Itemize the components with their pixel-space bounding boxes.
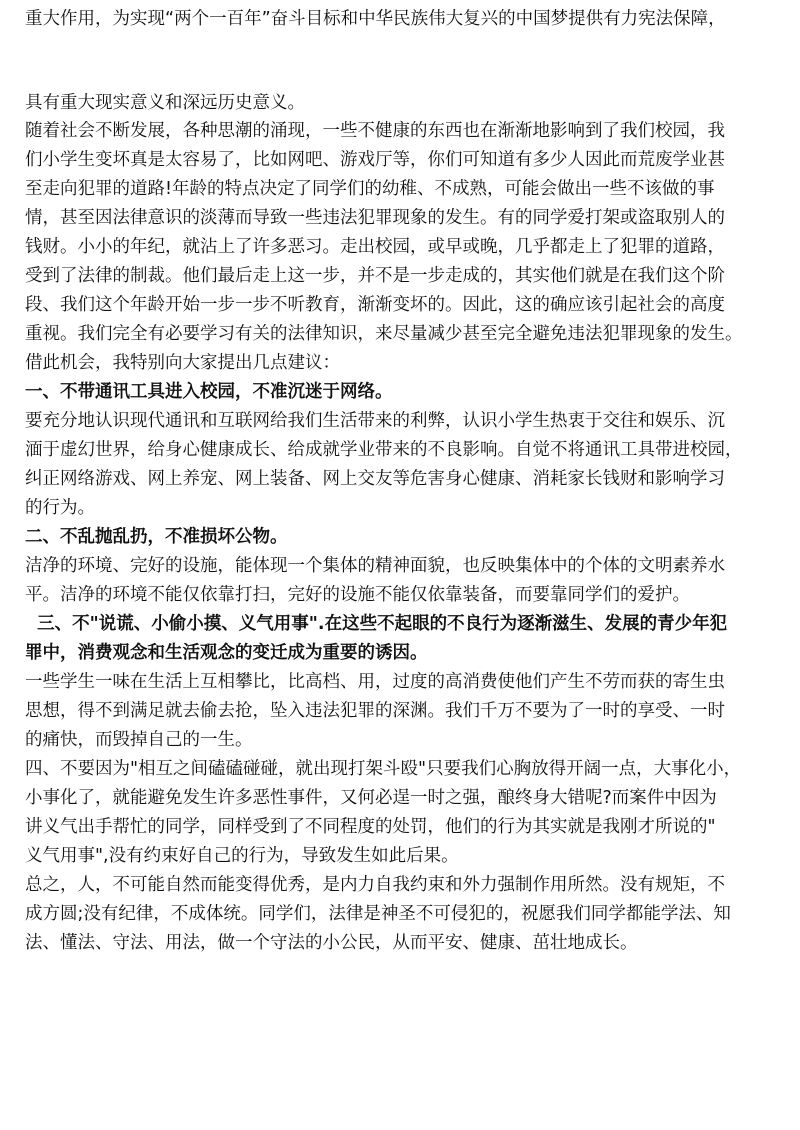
text-line: 一些学生一味在生活上互相攀比，比高档、用，过度的高消费使他们产生不劳而获的寄生虫 [25,672,725,692]
text-line: 思想，得不到满足就去偷去抢，坠入违法犯罪的深渊。我们千万不要为了一时的享受、一时 [25,701,725,721]
text-line: 段、我们这个年龄开始一步一步不听教育，渐渐变坏的。因此，这的确应该引起社会的高度 [25,295,725,315]
text-line: 要充分地认识现代通讯和互联网给我们生活带来的利弊，认识小学生热衷于交往和娱乐、沉 [25,411,725,431]
text-line: 四、不要因为"相互之间磕磕碰碰，就出现打架斗殴"只要我们心胸放得开阔一点，大事化小， [25,759,742,779]
text-line: 借此机会，我特别向大家提出几点建议： [25,353,340,373]
text-line: 成方圆;没有纪律，不成体统。同学们，法律是神圣不可侵犯的，祝愿我们同学都能学法、知 [25,904,731,924]
text-line: 的痛快，而毁掉自己的一生。 [25,730,253,750]
text-line: 义气用事",没有约束好自己的行为，导致发生如此后果。 [25,846,459,866]
section-heading-3-cont: 罪中，消费观念和生活观念的变迁成为重要的诱因。 [25,643,428,663]
text-line: 随着社会不断发展，各种思潮的涌现，一些不健康的东西也在渐渐地影响到了我们校园，我 [25,121,725,141]
text-line: 们小学生变坏真是太容易了，比如网吧、游戏厅等，你们可知道有多少人因此而荒废学业甚 [25,150,725,170]
text-line: 情，甚至因法律意识的淡薄而导致一些违法犯罪现象的发生。有的同学爱打架或盗取别人的 [25,208,725,228]
text-line: 钱财。小小的年纪，就沾上了许多恶习。走出校园，或早或晚，几乎都走上了犯罪的道路， [25,237,725,257]
text-line: 具有重大现实意义和深远历史意义。 [25,93,305,113]
text-line: 的行为。 [25,498,95,518]
text-line: 纠正网络游戏、网上养宠、网上装备、网上交友等危害身心健康、消耗家长钱财和影响学习 [25,469,725,489]
text-line: 受到了法律的制裁。他们最后走上这一步，并不是一步走成的，其实他们就是在我们这个阶 [25,266,725,286]
text-line: 小事化了，就能避免发生许多恶性事件，又何必逞一时之强，酿终身大错呢?而案件中因为 [25,788,717,808]
text-line: 洁净的环境、完好的设施，能体现一个集体的精神面貌，也反映集体中的个体的文明素养水 [25,556,725,576]
text-line: 重视。我们完全有必要学习有关的法律知识，来尽量减少甚至完全避免违法犯罪现象的发生。 [25,324,743,344]
text-line: 至走向犯罪的道路!年龄的特点决定了同学们的幼稚、不成熟，可能会做出一些不该做的事 [25,179,715,199]
section-heading-1: 一、不带通讯工具进入校园，不准沉迷于网络。 [25,382,393,402]
text-line: 法、懂法、守法、用法，做一个守法的小公民，从而平安、健康、茁壮地成长。 [25,933,638,953]
section-heading-3: 三、不"说谎、小偷小摸、义气用事".在这些不起眼的不良行为逐渐滋生、发展的青少年犯 [25,614,728,634]
text-line: 平。洁净的环境不能仅依靠打扫，完好的设施不能仅依靠装备，而要靠同学们的爱护。 [25,585,690,605]
text-line: 讲义气出手帮忙的同学，同样受到了不同程度的处罚，他们的行为其实就是我刚才所说的" [25,817,716,837]
text-line: 重大作用，为实现“两个一百年”奋斗目标和中华民族伟大复兴的中国梦提供有力宪法保障， [25,9,726,29]
text-line: 湎于虚幻世界，给身心健康成长、给成就学业带来的不良影响。自觉不将通讯工具带进校园， [25,440,743,460]
text-line: 总之，人，不可能自然而能变得优秀，是内力自我约束和外力强制作用所然。没有规矩，不 [25,875,725,895]
section-heading-2: 二、不乱抛乱扔，不准损坏公物。 [25,527,288,547]
